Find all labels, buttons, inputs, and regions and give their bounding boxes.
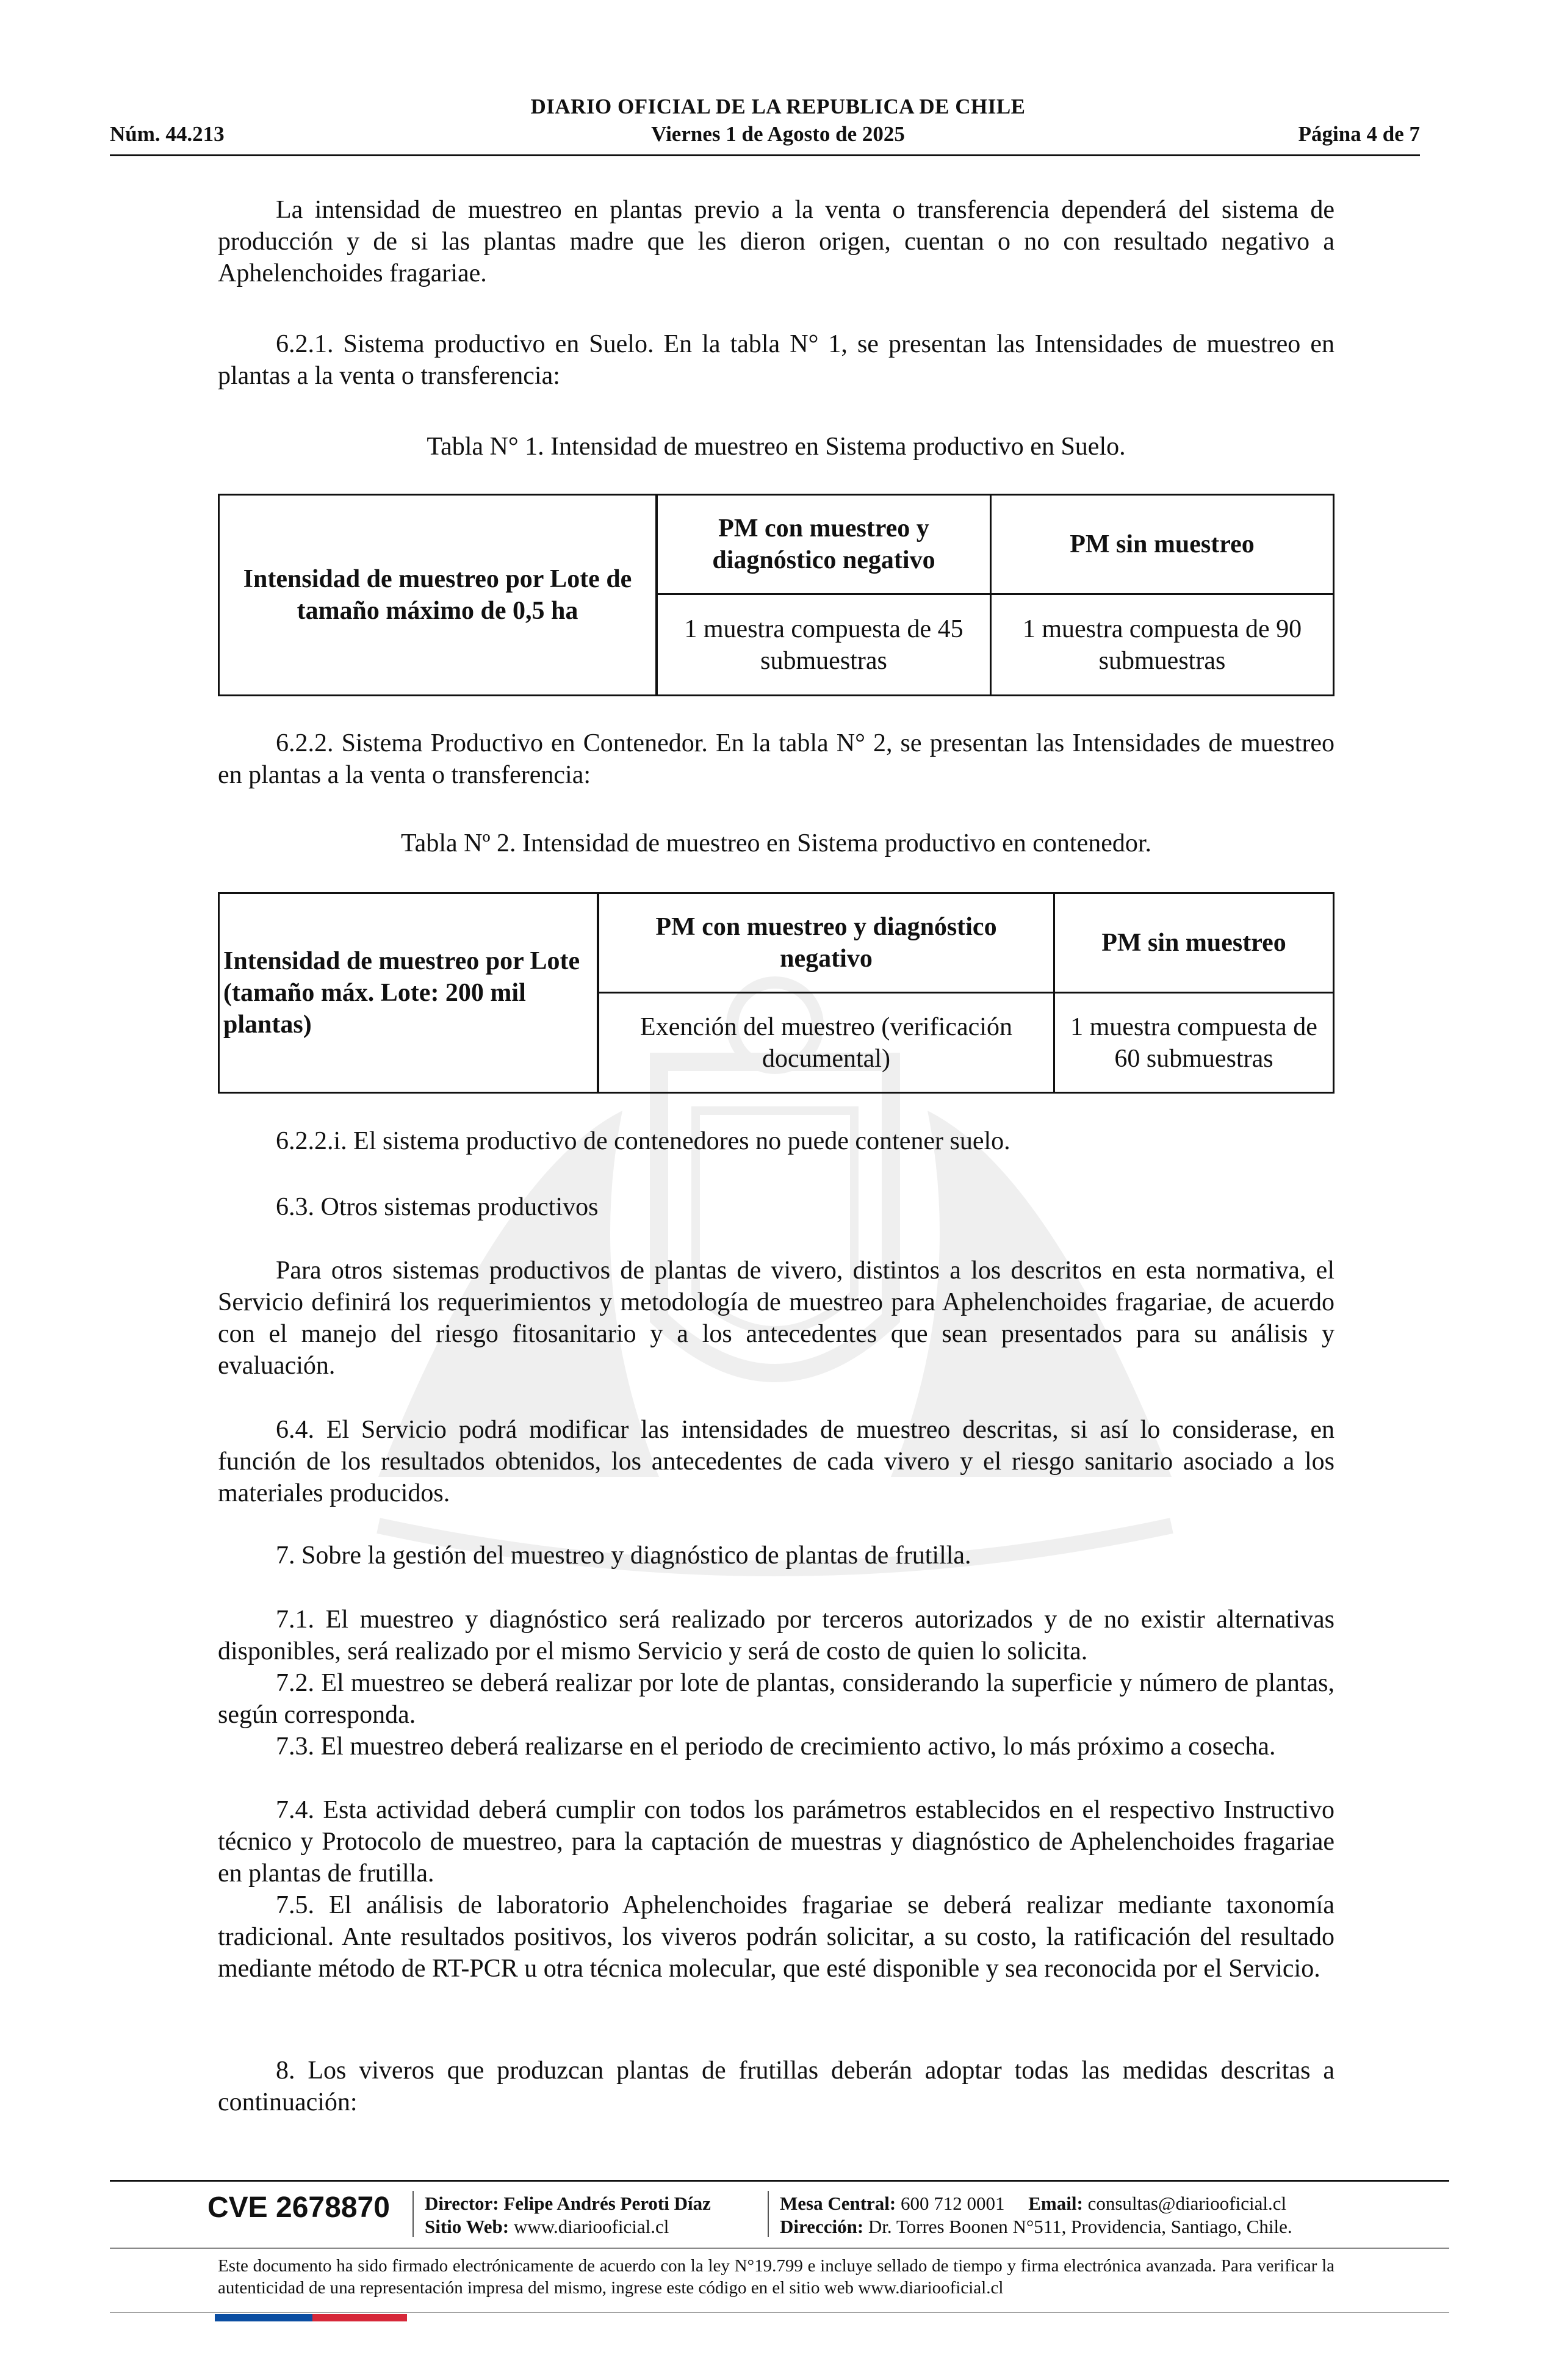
section-6-3-heading: 6.3. Otros sistemas productivos xyxy=(276,1193,599,1221)
issue-date: Viernes 1 de Agosto de 2025 xyxy=(651,122,905,146)
header-divider xyxy=(110,154,1420,156)
section-6-3-text: Para otros sistemas productivos de plantas de vivero, distintos a los descritos en esta normativa, el Servicio definirá los requerimientos y metodología de muestreo para Aphelenchoides fragariae, de acuerdo con el manejo del riesgo fitosanitario y a los antecedentes que sean presentados para su análisis y evaluación. xyxy=(218,1257,1334,1380)
section-6-2-1: 6.2.1. Sistema productivo en Suelo. En la tabla N° 1, se presentan las Intensidades de muestreo en plantas a la venta o transferencia: xyxy=(218,330,1334,390)
section-7-2: 7.2. El muestreo se deberá realizar por lote de plantas, considerando la superficie y número de plantas, según corresponda. xyxy=(218,1669,1334,1729)
footer-separator xyxy=(412,2191,414,2237)
table1-col2-value: 1 muestra compuesta de 90 submuestras xyxy=(991,594,1334,696)
section-7-4: 7.4. Esta actividad deberá cumplir con todos los parámetros establecidos en el respectivo Instructivo técnico y Protocolo de muestreo, para la captación de muestras y diagnóstico de Aphelenchoides fragariae en plantas de frutilla. xyxy=(218,1796,1334,1888)
email-link[interactable]: consultas@diariooficial.cl xyxy=(1087,2193,1287,2214)
footer-director xyxy=(425,2192,711,2215)
table1-col1-value: 1 muestra compuesta de 45 submuestras xyxy=(657,594,991,696)
table2-row-header: Intensidad de muestreo por Lote (tamaño máx. Lote: 200 mil plantas) xyxy=(219,893,599,1093)
legal-note: Este documento ha sido firmado electrónicamente de acuerdo con la ley N°19.799 e incluye sellado de tiempo y firma electrónica avanzada. Para verificar la autenticidad de una representación impresa del mismo, ingrese este código en el sitio web www.diariooficial.cl xyxy=(218,2256,1334,2298)
section-6-2-2-i: 6.2.2.i. El sistema productivo de contenedores no puede contener suelo. xyxy=(276,1127,1010,1155)
phone-value: 600 712 0001 xyxy=(901,2193,1005,2214)
table2-col2-header: PM sin muestreo xyxy=(1054,893,1334,993)
table-1 xyxy=(218,494,1334,696)
address-value: Dr. Torres Boonen N°511, Providencia, Santiago, Chile. xyxy=(868,2216,1292,2237)
director-label: Director: xyxy=(425,2193,499,2214)
footer-contact xyxy=(780,2192,1286,2215)
issue-number: Núm. 44.213 xyxy=(110,122,225,146)
footer-site xyxy=(425,2215,669,2238)
flag-stripe-blue xyxy=(215,2314,312,2321)
table2-col1-value: Exención del muestreo (verificación documental) xyxy=(598,993,1054,1093)
flag-stripe-red xyxy=(312,2314,407,2321)
footer-address xyxy=(780,2215,1292,2238)
table1-caption: Tabla N° 1. Intensidad de muestreo en Sistema productivo en Suelo. xyxy=(427,433,1126,461)
footer-top-divider xyxy=(110,2180,1449,2182)
table1-col2-header: PM sin muestreo xyxy=(991,495,1334,594)
table2-col1-header: PM con muestreo y diagnóstico negativo xyxy=(598,893,1054,993)
section-7-heading: 7. Sobre la gestión del muestreo y diagnóstico de plantas de frutilla. xyxy=(276,1542,971,1570)
cve-code: CVE 2678870 xyxy=(207,2191,390,2224)
address-label: Dirección: xyxy=(780,2216,864,2237)
footer-separator-2 xyxy=(768,2191,769,2237)
footer-bottom-divider xyxy=(110,2312,1449,2313)
footer-mid-divider xyxy=(110,2248,1449,2249)
director-name: Felipe Andrés Peroti Díaz xyxy=(503,2193,711,2214)
email-label: Email: xyxy=(1028,2193,1083,2214)
phone-label: Mesa Central: xyxy=(780,2193,896,2214)
table2-col2-value: 1 muestra compuesta de 60 submuestras xyxy=(1054,993,1334,1093)
section-7-1: 7.1. El muestreo y diagnóstico será realizado por terceros autorizados y de no existir alternativas disponibles, será realizado por el mismo Servicio y será de costo de quien lo solicita. xyxy=(218,1606,1334,1665)
section-7-5: 7.5. El análisis de laboratorio Aphelenchoides fragariae se deberá realizar mediante taxonomía tradicional. Ante resultados positivos, los viveros podrán solicitar, a su costo, la ratificación del resultado mediante método de RT-PCR u otra técnica molecular, que esté disponible y sea reconocida por el Servicio. xyxy=(218,1891,1334,1983)
section-6-2-2: 6.2.2. Sistema Productivo en Contenedor. En la tabla N° 2, se presentan las Intensidades de muestreo en plantas a la venta o transferencia: xyxy=(218,729,1334,789)
newspaper-title: DIARIO OFICIAL DE LA REPUBLICA DE CHILE xyxy=(530,95,1026,118)
site-label: Sitio Web: xyxy=(425,2216,510,2237)
section-7-3: 7.3. El muestreo deberá realizarse en el periodo de crecimiento activo, lo más próximo a cosecha. xyxy=(276,1733,1276,1761)
table1-row-header: Intensidad de muestreo por Lote de tamaño máximo de 0,5 ha xyxy=(219,495,657,696)
table-2 xyxy=(218,892,1334,1094)
site-link[interactable]: www.diariooficial.cl xyxy=(513,2216,669,2237)
table2-caption: Tabla Nº 2. Intensidad de muestreo en Sistema productivo en contenedor. xyxy=(400,829,1152,857)
section-8: 8. Los viveros que produzcan plantas de frutillas deberán adoptar todas las medidas descritas a continuación: xyxy=(218,2057,1334,2116)
intro-paragraph: La intensidad de muestreo en plantas previo a la venta o transferencia dependerá del sistema de producción y de si las plantas madre que les dieron origen, cuentan o no con resultado negativo a Aphelenchoides fragariae. xyxy=(218,196,1334,287)
page-number: Página 4 de 7 xyxy=(1298,122,1420,146)
table1-col1-header: PM con muestreo y diagnóstico negativo xyxy=(657,495,991,594)
section-6-4: 6.4. El Servicio podrá modificar las intensidades de muestreo descritas, si así lo considerase, en función de los resultados obtenidos, los antecedentes de cada vivero y el riesgo sanitario asociado a los materiales producidos. xyxy=(218,1416,1334,1507)
